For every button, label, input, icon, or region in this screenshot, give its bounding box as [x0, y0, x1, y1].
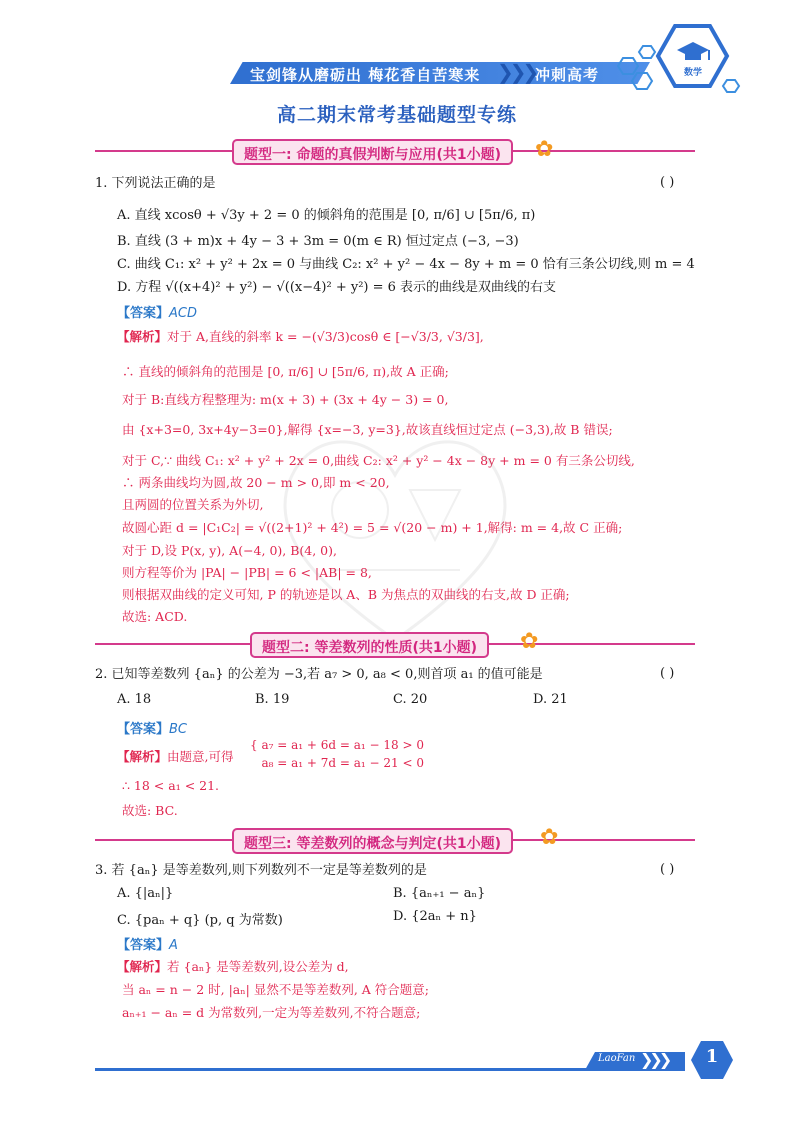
q1-analysis-line: 【解析】对于 A,直线的斜率 k = −(√3/3)cosθ ∈ [−√3/3, √3/3], [117, 329, 484, 344]
analysis-label: 【解析】 [117, 959, 168, 974]
q1-analysis-line: ∴ 两条曲线均为圆,故 20 − m > 0,即 m < 20, [122, 475, 390, 490]
question-3-stem: 3. 若 {aₙ} 是等差数列,则下列数列不一定是等差数列的是 [95, 863, 427, 878]
banner-tag: 冲刺高考 [535, 66, 600, 84]
graduation-cap-icon [615, 18, 745, 108]
chevron-deco-icon: ❯❯❯ [640, 1050, 669, 1069]
section-tag-1: 题型一: 命题的真假判断与应用(共1小题) [232, 139, 513, 165]
flower-icon: ✿ [540, 825, 559, 850]
q3-option-b: B. {aₙ₊₁ − aₙ} [393, 886, 486, 901]
q1-analysis-line: ∴ 直线的倾斜角的范围是 [0, π/6] ∪ [5π/6, π),故 A 正确; [122, 364, 449, 379]
q3-analysis-line: 【解析】若 {aₙ} 是等差数列,设公差为 d, [117, 959, 349, 974]
q3-option-a: A. {|aₙ|} [117, 886, 174, 901]
q1-analysis-line: 故选: ACD. [122, 609, 188, 624]
q1-analysis-line: 则根据双曲线的定义可知, P 的轨迹是以 A、B 为焦点的双曲线的右支,故 D 正确; [122, 587, 570, 602]
answer-value: BC [169, 722, 188, 737]
logo-text: 数学 [683, 68, 703, 78]
question-2-stem: 2. 已知等差数列 {aₙ} 的公差为 −3,若 a₇ > 0, a₈ < 0,则首项 a₁ 的值可能是 [95, 667, 543, 682]
section-tag-2: 题型二: 等差数列的性质(共1小题) [250, 632, 489, 658]
q3-analysis-line: aₙ₊₁ − aₙ = d 为常数列,一定为等差数列,不符合题意; [122, 1005, 421, 1020]
q1-analysis-line: 对于 B:直线方程整理为: m(x + 3) + (3x + 4y − 3) = 0, [122, 392, 449, 407]
heart-watermark-icon [270, 420, 520, 650]
q1-analysis-line: 故圆心距 d = |C₁C₂| = √((2+1)² + 4²) = 5 = √(20 − m) + 1,解得: m = 4,故 C 正确; [122, 520, 623, 535]
analysis-label: 【解析】 [117, 749, 168, 764]
q1-analysis-line: 则方程等价为 |PA| − |PB| = 6 < |AB| = 8, [122, 565, 372, 580]
q1-analysis-line: 由 {x+3=0, 3x+4y−3=0},解得 {x=−3, y=3},故该直线恒过定点 (−3,3),故 B 错误; [122, 422, 613, 437]
q1-option-c: C. 曲线 C₁: x² + y² + 2x = 0 与曲线 C₂: x² + y² − 4x − 8y + m = 0 恰有三条公切线,则 m = 4 [117, 257, 695, 272]
page-number: 1 [705, 1046, 719, 1067]
analysis-label: 【解析】 [117, 329, 168, 344]
q1-answer [117, 302, 197, 321]
chevron-deco-icon: ❯❯❯ [497, 60, 536, 84]
q1-option-a: A. 直线 xcosθ + √3y + 2 = 0 的倾斜角的范围是 [0, π/6] ∪ [5π/6, π) [117, 208, 536, 223]
q3-analysis-line: 当 aₙ = n − 2 时, |aₙ| 显然不是等差数列, A 符合题意; [122, 982, 430, 997]
q2-option-b: B. 19 [255, 692, 290, 707]
answer-label: 【答案】 [117, 722, 170, 737]
q1-analysis-line: 对于 D,设 P(x, y), A(−4, 0), B(4, 0), [122, 543, 337, 558]
q2-system-line: a₈ = a₁ + 7d = a₁ − 21 < 0 [261, 756, 424, 770]
answer-label: 【答案】 [117, 306, 170, 321]
q3-option-c: C. {paₙ + q} (p, q 为常数) [117, 913, 283, 928]
answer-label: 【答案】 [117, 938, 170, 953]
q1-analysis-line: 且两圆的位置关系为外切, [122, 497, 264, 512]
page-title: 高二期末常考基础题型专练 [276, 104, 517, 126]
q2-analysis-line: 【解析】由题意,可得 [117, 749, 234, 764]
flower-icon: ✿ [520, 629, 539, 654]
answer-value: A [169, 938, 178, 953]
answer-blank: ( ) [660, 862, 675, 877]
answer-blank: ( ) [660, 175, 675, 190]
section-tag-3: 题型三: 等差数列的概念与判定(共1小题) [232, 828, 513, 854]
q2-analysis-line: 故选: BC. [122, 803, 178, 818]
q2-answer [117, 718, 187, 737]
answer-blank: ( ) [660, 666, 675, 681]
q3-answer [117, 934, 178, 953]
q2-option-c: C. 20 [393, 692, 428, 707]
flower-icon: ✿ [535, 137, 554, 162]
q1-option-d: D. 方程 √((x+4)² + y²) − √((x−4)² + y²) = 6 表示的曲线是双曲线的右支 [117, 280, 557, 295]
banner-motto: 宝剑锋从磨砺出 梅花香自苦寒来 [250, 66, 481, 84]
q1-analysis-line: 对于 C,∵ 曲线 C₁: x² + y² + 2x = 0,曲线 C₂: x² + y² − 4x − 8y + m = 0 有三条公切线, [122, 453, 635, 468]
q2-option-d: D. 21 [533, 692, 568, 707]
q2-analysis-line: ∴ 18 < a₁ < 21. [122, 778, 220, 793]
q3-option-d: D. {2aₙ + n} [393, 909, 477, 924]
answer-value: ACD [169, 306, 197, 321]
q2-system-line: { a₇ = a₁ + 6d = a₁ − 18 > 0 [250, 738, 424, 752]
q2-option-a: A. 18 [117, 692, 152, 707]
footer-brand: LaoFan [598, 1053, 636, 1064]
q1-option-b: B. 直线 (3 + m)x + 4y − 3 + 3m = 0(m ∈ R) 恒过定点 (−3, −3) [117, 234, 519, 249]
question-1-stem: 1. 下列说法正确的是 [95, 176, 216, 191]
